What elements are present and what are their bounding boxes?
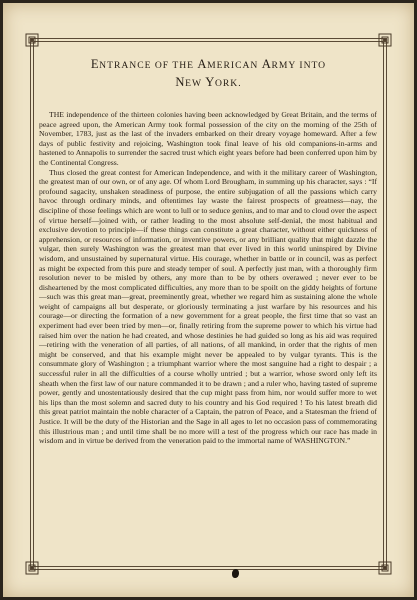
border-bottom: [30, 566, 387, 567]
body-text: [39, 110, 377, 446]
border-left: [30, 38, 31, 569]
title-line-2: NEW YORK.: [175, 75, 242, 89]
document-page: [3, 3, 414, 597]
corner-ornament-bottom-left-icon: [23, 559, 41, 577]
border-top: [30, 38, 387, 39]
corner-ornament-bottom-right-icon: [376, 559, 394, 577]
page-title: [23, 56, 394, 92]
border-right: [383, 38, 384, 569]
title-line-1: ENTRANCE OF THE AMERICAN ARMY INTO: [90, 57, 327, 71]
paragraph-1: THE independence of the thirteen colonies having been acknowledged by Great Britain, and the terms of peace agreed upon, the American Army took formal possession of the city on the morning of the 25th of November, 1783, just as the last of the invaders embarked on their dreary voyage homeward. After a few days of public festivity and rejoicing, Washington took final leave of his old companions-in-arms and hastened to Annapolis to surrender the sacred trust which eight years before had been conferred upon him by the Continental Congress.: [39, 110, 377, 167]
paragraph-2: Thus closed the great contest for American Independence, and with it the military career of Washington, the greatest man of our own, or of any age. Of whom Lord Brougham, in summing up his character, says : “If profound sagacity, unshaken steadiness of purpose, the entire subjugation of all the passions which carry havoc through ordinary minds, and oftentimes lay waste the fairest prospects of greatness—nay, the discipline of those feelings which are wont to lull or to seduce genius, and to mar and to cloud over the aspect of virtue herself—joined with, or rather leading to the most absolute self-denial, the most habitual and exclusive devotion to principle—if these things can constitute a great character, without either quickness of apprehension, or resources of information, or inventive powers, or any brilliant quality that might dazzle the vulgar, then surely Washington was the greatest man that ever lived in this world uninspired by Divine wisdom, and unsustained by supernatural virtue. His courage, whether in battle or in council, was as perfect as might be expected from this pure and steady temper of soul. A perfectly just man, with a thoroughly firm resolution never to be misled by others, any more than to be by others overawed ; never ever to be disheartened by the most complicated difficulties, any more than to be spoilt on the giddy heights of fortune—such was this great man—great, preeminently great, whether we regard him as sustaining alone the whole weight of campaigns all but desperate, or gloriously terminating a just warfare by his resources and his courage—or directing the formation of a new government for a great people, the first time that so vast an experiment had ever been tried by men—or, finally retiring from the supreme power to which his virtue had raised him over the nation he had created, and whose destinies he had guided so long as his aid was required—retiring with the veneration of all parties, of all nations, of all mankind, in order that the rights of men might be conserved, and that his example might never be appealed to by vulgar tyrants. This is the consummate glory of Washington ; a triumphant warrior where the most sanguine had a right to despair ; a successful ruler in all the difficulties of a course wholly untried ; but a warrior, whose sword only left its sheath when the first law of our nature commanded it to be drawn ; and a ruler who, having tasted of supreme power, gently and unostentatiously desired that the cup might pass from him, nor would suffer more to wet his lips than the most solemn and sacred duty to his country and his God required ! To his latest breath did this great patriot maintain the noble character of a Captain, the patron of Peace, and a Statesman the friend of Justice. It will be the duty of the Historian and the Sage in all ages to let no occasion pass of commemorating this illustrious man ; and until time shall be no more will a test of the progress which our race has made in wisdom and in virtue be derived from the veneration paid to the immortal name of WASHINGTON.”: [39, 167, 377, 446]
corner-ornament-top-left-icon: [23, 31, 41, 49]
border-bottom-inner: [30, 569, 387, 570]
paper-hole: [232, 569, 239, 578]
corner-ornament-top-right-icon: [376, 31, 394, 49]
border-left-inner: [33, 38, 34, 569]
border-top-inner: [30, 41, 387, 42]
border-right-inner: [386, 38, 387, 569]
